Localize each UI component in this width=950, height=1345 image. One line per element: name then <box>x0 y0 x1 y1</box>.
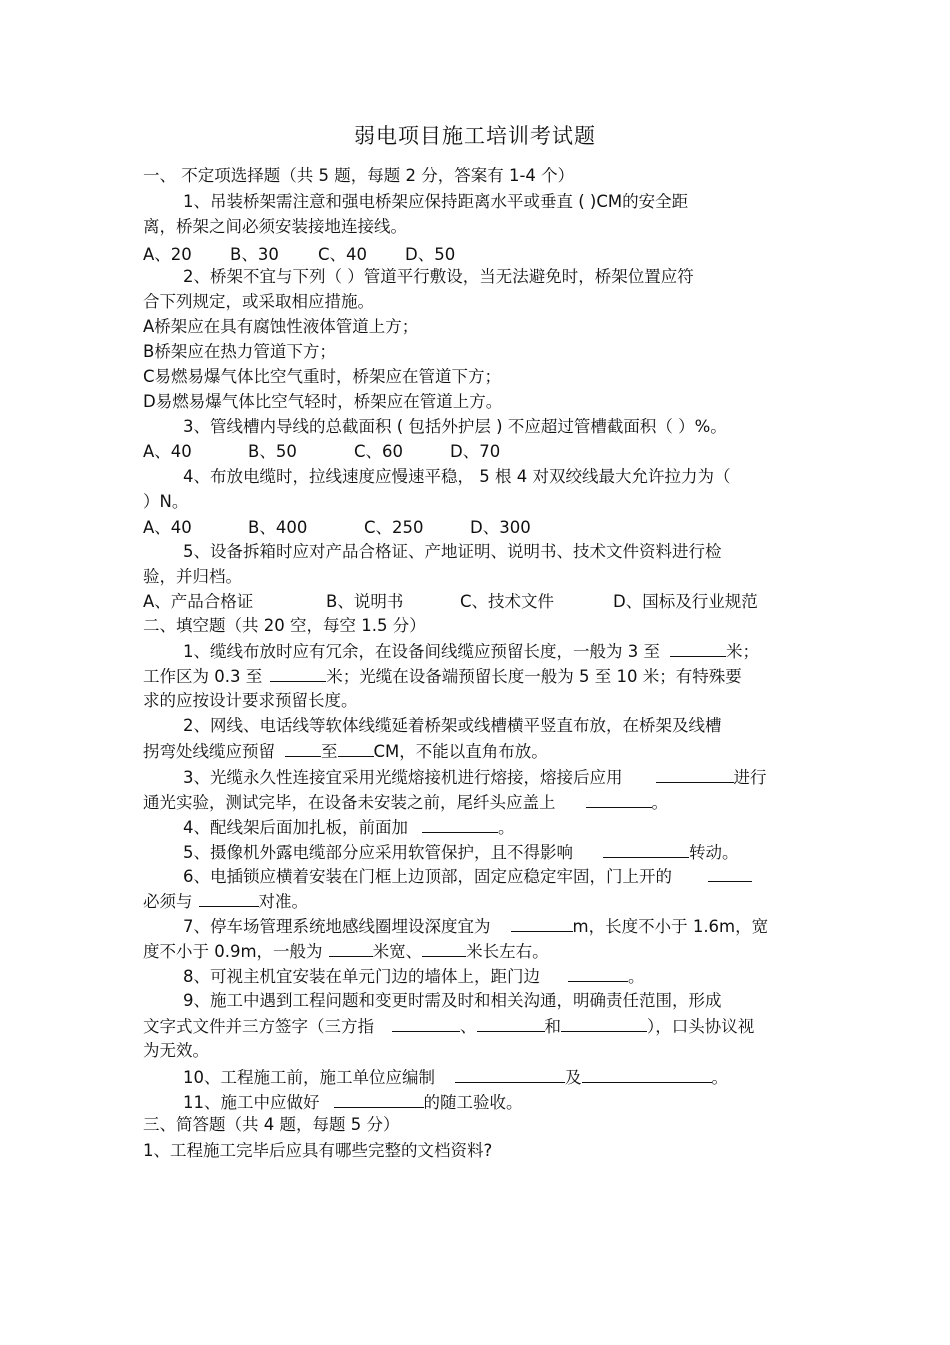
f1-text-2: 米； <box>726 642 759 661</box>
f6-line-1 <box>183 865 752 888</box>
q3-option-c: C、60 <box>354 442 404 461</box>
f3-text-3: 通光实验，测试完毕，在设备未安装之前，尾纤头应盖上 <box>143 793 556 812</box>
f7-text-4: 米宽、 <box>372 942 423 961</box>
q5-option-a: A、产品合格证 <box>143 592 254 611</box>
f4-line <box>183 816 515 839</box>
s1-question: 1、工程施工完毕后应具有哪些完整的文档资料? <box>143 1141 493 1160</box>
blank-f11[interactable] <box>334 1091 424 1108</box>
f1-line-3: 求的应按设计要求预留长度。 <box>143 691 358 710</box>
q2-line-1: 2、桥架不宜与下列（ ）管道平行敷设，当无法避免时，桥架位置应符 <box>183 267 694 286</box>
f7-text-5: 米长左右。 <box>466 942 549 961</box>
f11-text-1: 11、施工中应做好 <box>183 1093 320 1112</box>
q3-option-a: A、40 <box>143 442 192 461</box>
q2-option-d: D易燃易爆气体比空气轻时，桥架应在管道上方。 <box>143 392 503 411</box>
q4-line-1: 4、布放电缆时，拉线速度应慢速平稳， 5 根 4 对双绞线最大允许拉力为（ <box>183 467 731 486</box>
blank-f4[interactable] <box>422 816 498 833</box>
q2-option-a: A桥架应在具有腐蚀性液体管道上方； <box>143 317 419 336</box>
q5-line-1: 5、设备拆箱时应对产品合格证、产地证明、说明书、技术文件资料进行检 <box>183 542 722 561</box>
f7-text-3: 度不小于 0.9m，一般为 <box>143 942 323 961</box>
q4-option-b: B、400 <box>248 518 308 537</box>
f7-line-1 <box>183 915 768 938</box>
q1-line-1: 1、吊装桥架需注意和强电桥架应保持距离水平或垂直 ( )CM的安全距 <box>183 192 689 211</box>
f3-text-1: 3、光缆永久性连接宜采用光缆熔接机进行熔接，熔接后应用 <box>183 768 623 787</box>
section-1-heading: 一、 不定项选择题（共 5 题，每题 2 分，答案有 1-4 个） <box>143 166 575 185</box>
blank-f10-2[interactable] <box>582 1066 712 1083</box>
blank-f7-1[interactable] <box>511 915 573 932</box>
q2-line-2: 合下列规定，或采取相应措施。 <box>143 292 374 311</box>
f5-text-2: 转动。 <box>689 843 739 862</box>
q5-line-2: 验，并归档。 <box>143 567 242 586</box>
q2-option-b: B桥架应在热力管道下方； <box>143 342 336 361</box>
f7-text-2: m，长度不小于 1.6m，宽 <box>572 917 769 936</box>
blank-f9-2[interactable] <box>477 1015 545 1032</box>
q4-line-2: ）N。 <box>143 492 189 511</box>
f8-text-2: 。 <box>628 967 645 986</box>
f11-line <box>183 1091 523 1114</box>
f5-text-1: 5、摄像机外露电缆部分应采用软管保护，且不得影响 <box>183 843 573 862</box>
f11-text-2: 的随工验收。 <box>423 1093 523 1112</box>
f2-line-1: 2、网线、电话线等软体线缆延着桥架或线槽横平竖直布放，在桥架及线槽 <box>183 716 722 735</box>
f1-line-1 <box>183 640 759 663</box>
blank-f1-1[interactable] <box>670 640 726 657</box>
q5-option-b: B、说明书 <box>326 592 404 611</box>
q4-option-a: A、40 <box>143 518 192 537</box>
f1-text-3: 工作区为 0.3 至 <box>143 667 263 686</box>
section-3-heading: 三、简答题（共 4 题，每题 5 分） <box>143 1115 400 1134</box>
section-2-heading: 二、填空题（共 20 空，每空 1.5 分） <box>143 616 426 635</box>
blank-f8[interactable] <box>568 965 628 982</box>
blank-f5[interactable] <box>603 841 689 858</box>
f4-text-1: 4、配线架后面加扎板，前面加 <box>183 818 408 837</box>
f6-text-3: 对准。 <box>258 892 308 911</box>
f7-line-2 <box>143 940 549 963</box>
f2-text-2: 至 <box>321 742 338 761</box>
f8-text-1: 8、可视主机宜安装在单元门边的墙体上，距门边 <box>183 967 540 986</box>
q4-option-d: D、300 <box>470 518 531 537</box>
f5-line <box>183 841 739 864</box>
f3-line-1 <box>183 766 767 789</box>
q2-option-c: C易燃易爆气体比空气重时，桥架应在管道下方； <box>143 367 502 386</box>
f6-text-1: 6、电插锁应横着安装在门框上边顶部，固定应稳定牢固，门上开的 <box>183 867 672 886</box>
f4-text-2: 。 <box>498 818 515 837</box>
blank-f6-1[interactable] <box>708 865 752 882</box>
f3-line-2 <box>143 791 668 814</box>
f9-line-2 <box>143 1015 754 1038</box>
f7-text-1: 7、停车场管理系统地感线圈埋设深度宜为 <box>183 917 491 936</box>
q1-option-d: D、50 <box>405 245 456 264</box>
blank-f7-3[interactable] <box>422 940 466 957</box>
f2-text-1: 拐弯处线缆应预留 <box>143 742 275 761</box>
f2-line-2 <box>143 740 548 763</box>
f10-text-3: 。 <box>711 1068 728 1087</box>
blank-f3-1[interactable] <box>656 766 734 783</box>
f3-text-2: 进行 <box>733 768 767 787</box>
blank-f2-2[interactable] <box>338 740 374 757</box>
f6-text-2: 必须与 <box>143 892 193 911</box>
q3-line-1: 3、管线槽内导线的总截面积 ( 包括外护层 ) 不应超过管槽截面积（ ）%。 <box>183 417 727 436</box>
q5-option-c: C、技术文件 <box>460 592 555 611</box>
blank-f9-3[interactable] <box>561 1015 647 1032</box>
blank-f7-2[interactable] <box>329 940 373 957</box>
f1-text-1: 1、缆线布放时应有冗余，在设备间线缆应预留长度，一般为 3 至 <box>183 642 660 661</box>
blank-f9-1[interactable] <box>392 1015 460 1032</box>
f3-text-4: 。 <box>651 793 668 812</box>
f10-line <box>183 1066 728 1089</box>
q3-option-b: B、50 <box>248 442 297 461</box>
f9-line-1: 9、施工中遇到工程问题和变更时需及时和相关沟通，明确责任范围，形成 <box>183 991 722 1010</box>
blank-f1-2[interactable] <box>270 665 326 682</box>
blank-f3-2[interactable] <box>586 791 652 808</box>
f9-text-2: 、 <box>460 1017 477 1036</box>
f9-text-1: 文字式文件并三方签字（三方指 <box>143 1017 374 1036</box>
f9-text-4: ），口头协议视 <box>647 1017 755 1036</box>
f6-line-2 <box>143 890 308 913</box>
blank-f2-1[interactable] <box>285 740 321 757</box>
q5-option-d: D、国标及行业规范 <box>613 592 758 611</box>
f8-line <box>183 965 645 988</box>
q1-option-b: B、30 <box>230 245 279 264</box>
q1-line-2: 离，桥架之间必须安装接地连接线。 <box>143 217 407 236</box>
q1-option-c: C、40 <box>318 245 368 264</box>
blank-f6-2[interactable] <box>199 890 259 907</box>
page-title: 弱电项目施工培训考试题 <box>354 124 596 148</box>
f1-text-4: 米；光缆在设备端预留长度一般为 5 至 10 米；有特殊要 <box>326 667 742 686</box>
f9-text-3: 和 <box>544 1017 561 1036</box>
f2-text-3: CM，不能以直角布放。 <box>373 742 548 761</box>
f10-text-2: 及 <box>565 1068 582 1087</box>
q4-option-c: C、250 <box>364 518 424 537</box>
blank-f10-1[interactable] <box>455 1066 565 1083</box>
q1-option-a: A、20 <box>143 245 192 264</box>
f9-line-3: 为无效。 <box>143 1041 209 1060</box>
q3-option-d: D、70 <box>450 442 501 461</box>
f10-text-1: 10、工程施工前，施工单位应编制 <box>183 1068 435 1087</box>
f1-line-2 <box>143 665 742 688</box>
